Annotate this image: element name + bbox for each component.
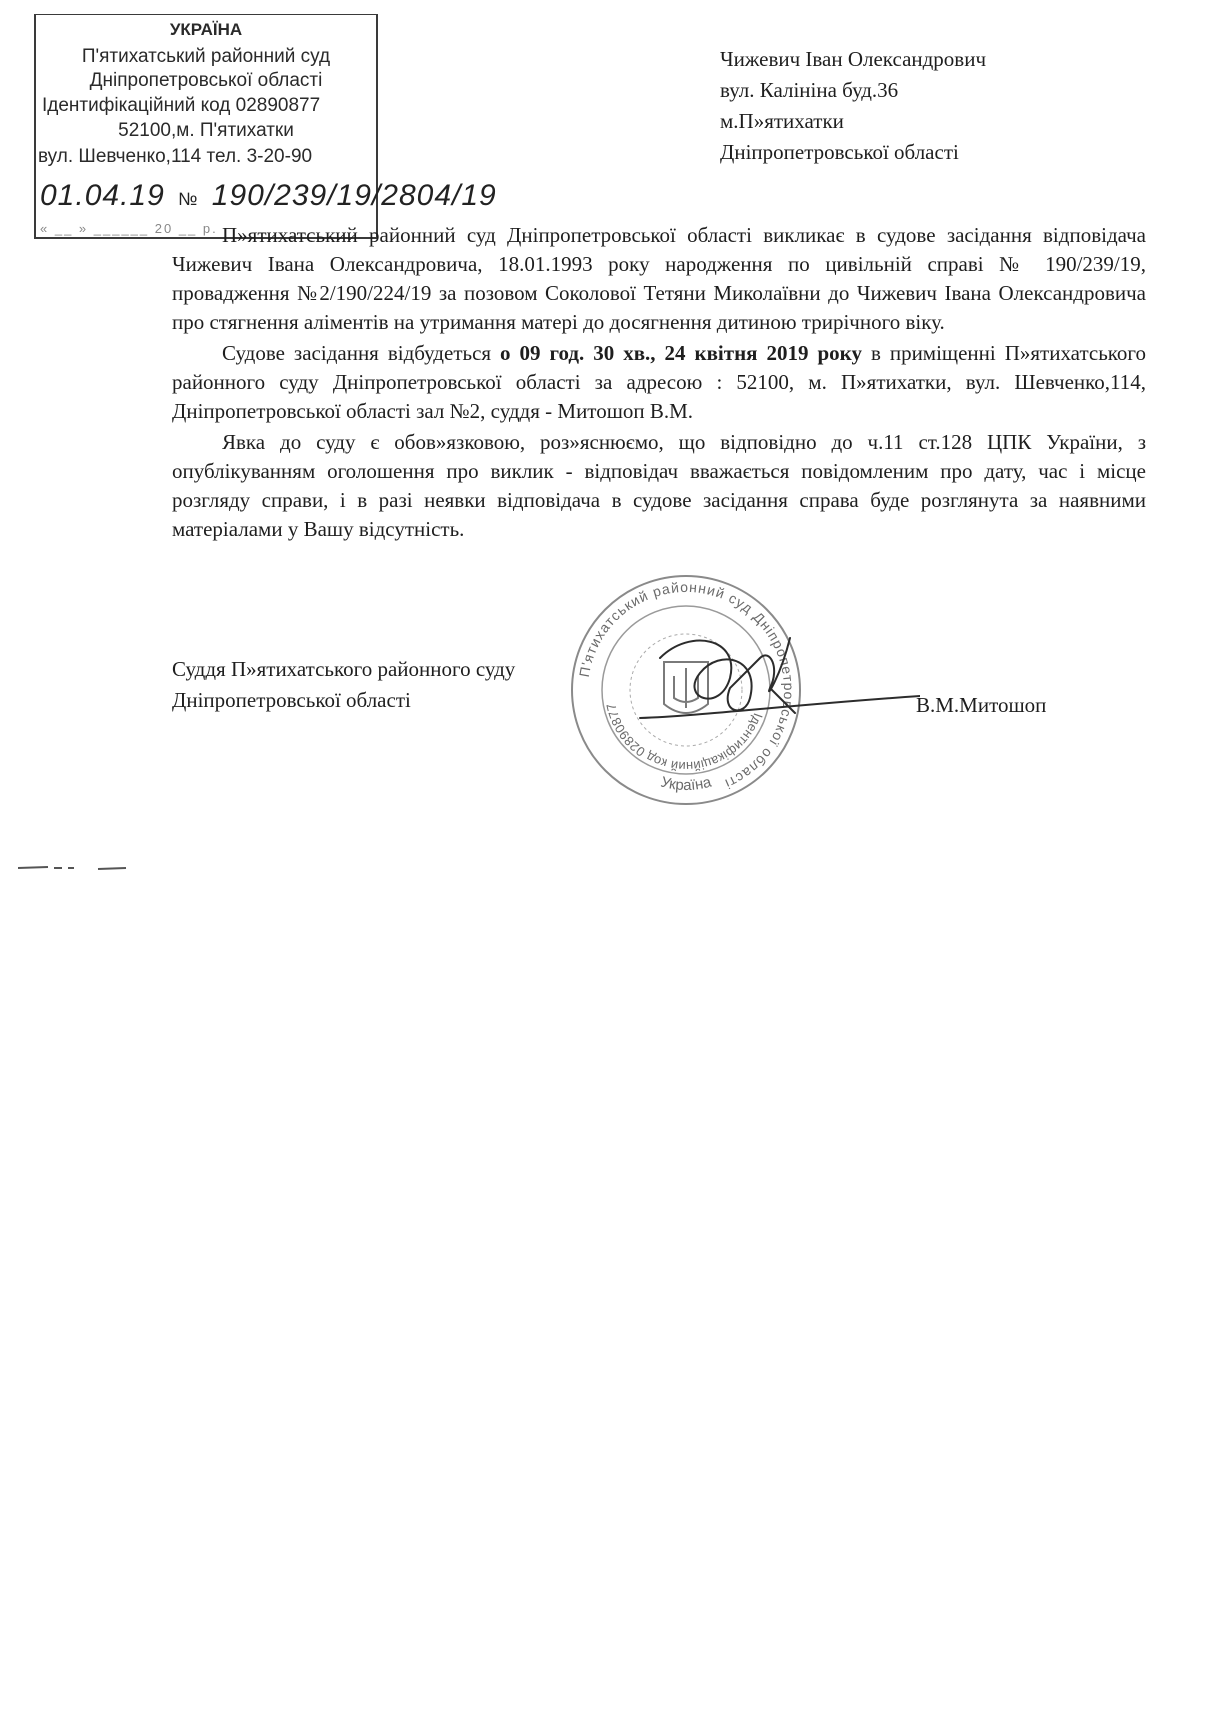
summons-paragraph-1: П»ятихатський районний суд Дніпропетровської області викликає в судове засідання відповідача Чижевич Івана Олександровича, 18.01.1993 року народження по цивільній справі № 190/239/19, провадження №2/190/224/19 за позовом Соколової Тетяни Миколаївни до Чижевич Івана Олександровича про стягнення аліментів на утримання матері до досягнення дитиною трирічного віку.	[172, 223, 1146, 334]
judge-name: В.М.Митошоп	[916, 693, 1047, 717]
judge-title-line2: Дніпропетровської області	[172, 688, 411, 712]
seal-bottom-text: Україна	[658, 773, 714, 795]
addressee-block	[720, 44, 986, 168]
hearing-datetime: о 09 год. 30 хв., 24 квітня 2019 року	[500, 341, 862, 365]
stamp-reg-no-sign: №	[178, 189, 199, 209]
stamp-reg-number: 190/239/19/2804/19	[211, 179, 497, 212]
stamp-court-name: П'ятихатський районний суд	[81, 46, 331, 67]
seal-outer-text: П'ятихатський районний суд Дніпропетровської області	[575, 578, 798, 793]
court-registration-stamp	[34, 14, 497, 239]
summons-paragraph-2	[172, 339, 1146, 426]
stamp-city: 52100,м. П'ятихатки	[118, 120, 294, 141]
stamp-street: вул. Шевченко,114 тел. 3-20-90	[38, 146, 313, 167]
scan-artifact-mark	[18, 862, 128, 872]
summons-body	[172, 221, 1146, 546]
hearing-intro: Судове засідання відбудеться	[222, 341, 501, 365]
addressee-name: Чижевич Іван Олександрович	[720, 47, 987, 71]
judge-title-line1: Суддя П»ятихатського районного суду	[172, 657, 516, 681]
stamp-id-code: Ідентифікаційний код 02890877	[42, 95, 321, 116]
addressee-region: Дніпропетровської області	[720, 140, 959, 164]
addressee-street: вул. Калініна буд.36	[720, 78, 899, 102]
svg-text:Україна	[659, 773, 714, 794]
addressee-city: м.П»ятихатки	[720, 109, 844, 133]
stamp-reg-date: 01.04.19	[40, 179, 165, 212]
summons-paragraph-3: Явка до суду є обов»язковою, роз»яснюємо, що відповідно до ч.11 ст.128 ЦПК України, з опублікуванням оголошення про виклик - відповідач вважається повідомленим про дату, час і місце розгляду справи, і в разі неявки відповідача в судове засідання справа буде розглянута за наявними матеріалами у Вашу відсутність.	[172, 430, 1146, 541]
stamp-region: Дніпропетровської області	[89, 70, 323, 91]
stamp-registration-handwritten	[40, 179, 497, 213]
handwritten-signature	[620, 618, 920, 748]
stamp-date-blank: « __ » ______ 20 __ р.	[40, 221, 218, 236]
stamp-country: УКРАЇНА	[169, 20, 243, 39]
judge-title-block	[172, 654, 515, 716]
seal-inner-text: Ідентифікаційний код 02890877	[603, 701, 766, 775]
hearing-location: в приміщенні П»ятихатського районного суду Дніпропетровської області за адресою : 52100, м. П»ятихатки, вул. Шевченко,114, Дніпропетровської області зал №2, суддя - Митошоп В.М.	[172, 341, 1147, 423]
